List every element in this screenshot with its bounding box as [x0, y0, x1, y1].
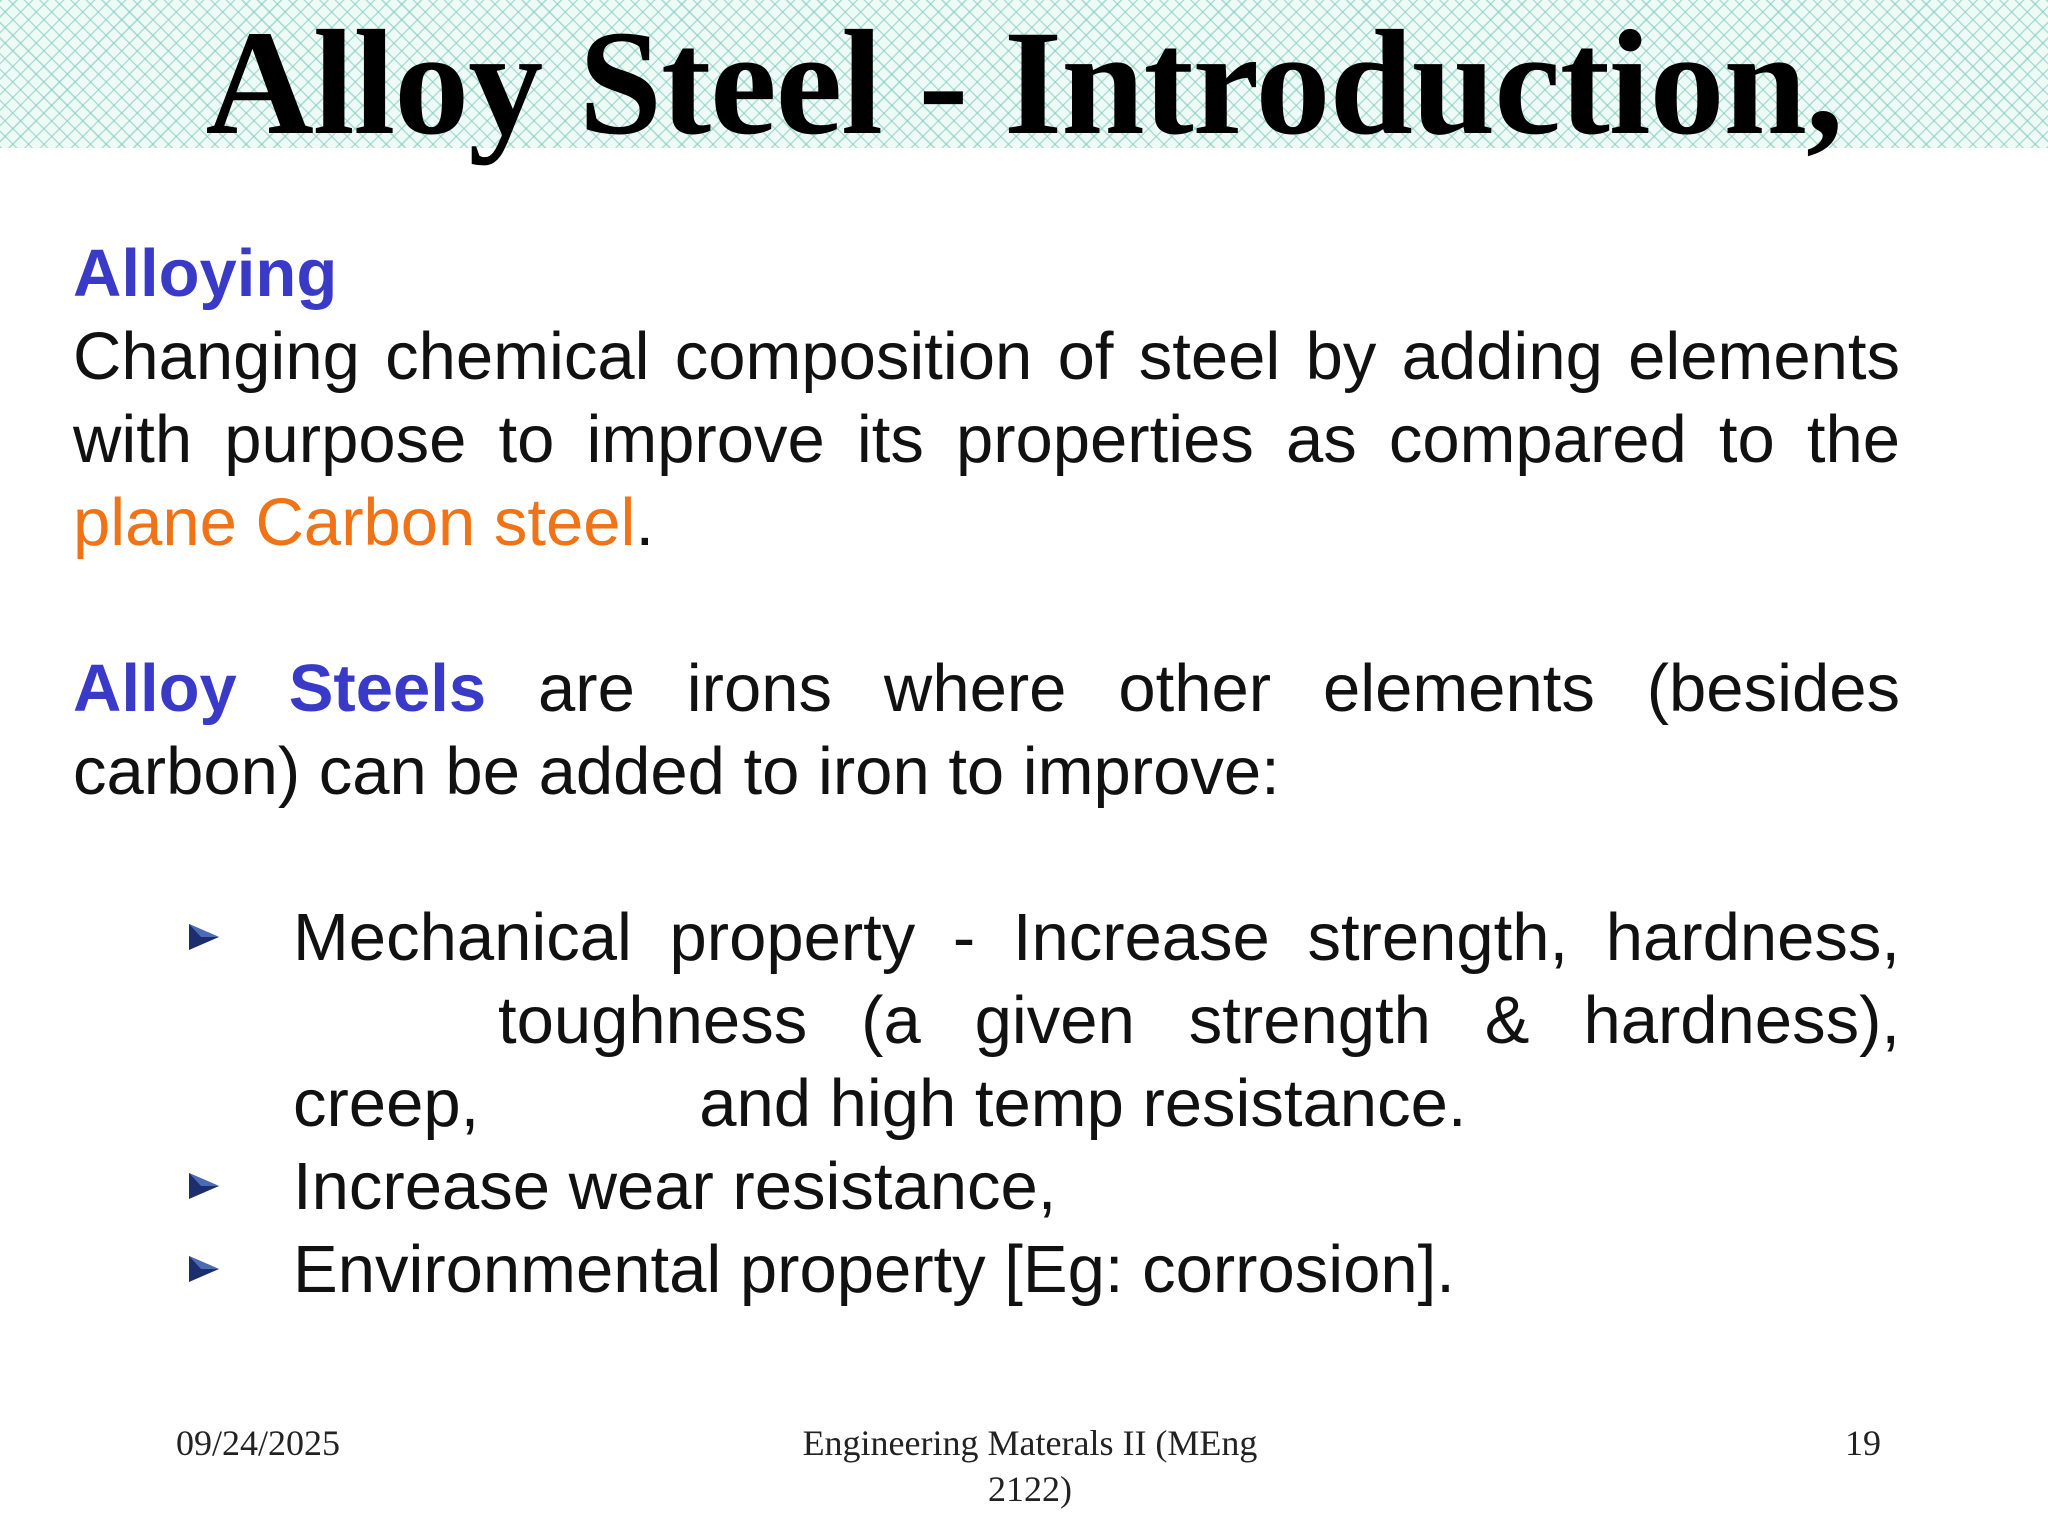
alloying-line-3 [73, 481, 1900, 564]
bullet-environmental-text: Environmental property [Eg: corrosion]. [293, 1232, 1455, 1307]
slide-content [73, 232, 1900, 1311]
bullet-item-environmental [73, 1228, 1900, 1311]
bullet-mechanical-high-temp: and high temp resistance. [699, 1066, 1467, 1141]
bullet-wear-text: Increase wear resistance, [293, 1149, 1057, 1224]
footer-course-line-1: Engineering Materals II (MEng [802, 1423, 1258, 1463]
footer-page-number: 19 [1845, 1423, 1881, 1463]
footer-course [640, 1420, 1420, 1512]
alloy-steels-line-1 [73, 647, 1900, 730]
footer-date: 09/24/2025 [176, 1423, 341, 1463]
alloying-line-2: with purpose to improve its properties as compared to the [73, 402, 1900, 477]
bullet-mechanical-creep: creep, [293, 1066, 480, 1141]
spacer [73, 564, 1900, 647]
alloying-heading: Alloying [73, 236, 338, 311]
alloy-steels-text-1: are irons where other elements (besides [486, 651, 1900, 726]
alloying-line-1: Changing chemical composition of steel by adding elements [73, 319, 1900, 394]
bullet-list [73, 896, 1900, 1311]
plane-carbon-steel-highlight: plane Carbon steel [73, 485, 636, 560]
bullet-mechanical-line-2: toughness (a given strength & hardness), [498, 983, 1900, 1058]
spacer [73, 813, 1900, 896]
footer-course-line-2: 2122) [988, 1469, 1072, 1509]
triangle-bullet-icon [187, 1254, 221, 1284]
slide-title: Alloy Steel - Introduction, [205, 0, 1843, 166]
bullet-item-mechanical [73, 896, 1900, 1145]
triangle-bullet-icon [187, 1171, 221, 1201]
bullet-mechanical-line-1: Mechanical property - Increase strength, hardness, [293, 900, 1900, 975]
alloying-period: . [635, 485, 655, 560]
bullet-mechanical-line-3 [293, 1062, 1900, 1145]
alloy-steels-line-2: carbon) can be added to iron to improve: [73, 734, 1280, 809]
triangle-bullet-icon [187, 922, 221, 952]
bullet-item-wear [73, 1145, 1900, 1228]
alloy-steels-heading: Alloy Steels [73, 651, 487, 726]
